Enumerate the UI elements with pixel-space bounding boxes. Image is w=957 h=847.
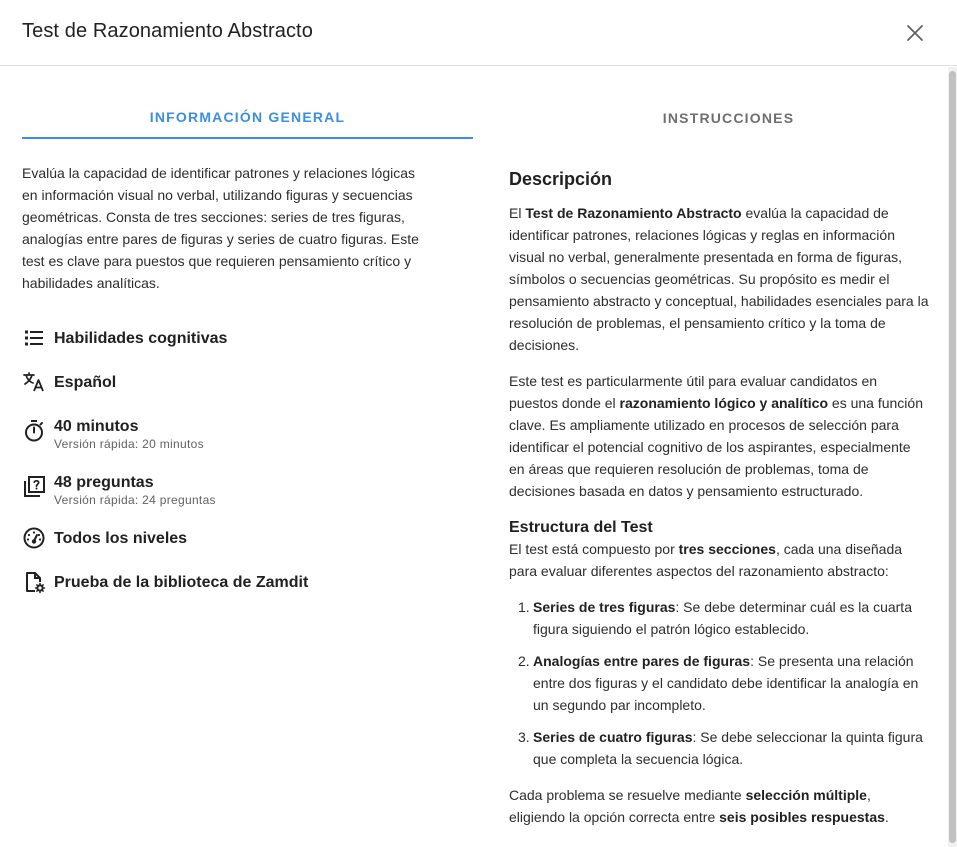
close-button[interactable] [898, 16, 932, 50]
timer-icon [22, 419, 46, 443]
bold-segment: seis posibles respuestas [719, 809, 885, 825]
bold-segment: Series de tres figuras [533, 599, 676, 615]
sections-list [509, 596, 929, 770]
meta-sub: Versión rápida: 20 minutos [54, 437, 204, 451]
tab-instrucciones[interactable]: INSTRUCCIONES [662, 109, 795, 126]
description-paragraph-1 [509, 202, 929, 356]
summary-text: Evalúa la capacidad de identificar patrones y relaciones lógicas en información visual no verbal, utilizando figuras y secuencias geométricas. Consta de tres secciones: series de tres figuras, analogías entre pares de figuras y series de cuatro figuras. Este test es clave para puestos que requieren pensamiento crítico y habilidades analíticas. [22, 165, 419, 291]
quiz-icon [22, 475, 46, 499]
meta-label: Todos los niveles [54, 530, 188, 547]
description-paragraph-2 [509, 370, 929, 502]
description-section [509, 167, 929, 828]
meta-label: Español [54, 374, 117, 391]
close-icon [906, 24, 924, 42]
summary-section [22, 162, 432, 294]
text-segment: . [884, 809, 889, 825]
gauge-icon [22, 526, 46, 550]
meta-item-skills [22, 326, 442, 366]
meta-sub: Versión rápida: 24 preguntas [54, 493, 216, 507]
description-title: Descripción [509, 169, 613, 189]
list-item [509, 596, 929, 640]
text-segment: evalúa la capacidad de identificar patrones, relaciones lógicas y reglas en información visual no verbal, generalmente presentada en forma de figuras, símbolos o secuencias geométricas. Su propósito es medir el pensamiento abstracto y conceptual, habilidades esenciales para la resolución de problemas, el pensamiento crítico y la toma de decisiones. [509, 205, 929, 353]
meta-item-questions [22, 470, 442, 510]
meta-label: Prueba de la biblioteca de Zamdit [54, 574, 309, 591]
bold-segment: razonamiento lógico y analítico [619, 395, 829, 411]
list-number: 2. [518, 653, 530, 669]
meta-label: Habilidades cognitivas [54, 330, 228, 347]
meta-label: 40 minutos [54, 418, 139, 435]
list-number: 3. [518, 729, 530, 745]
text-segment: Este test es particularmente útil para evaluar candidatos en puestos donde el [509, 373, 878, 411]
list-number: 1. [518, 599, 530, 615]
dialog-title: Test de Razonamiento Abstracto [22, 20, 313, 42]
meta-item-source [22, 570, 442, 610]
text-segment: : Se presenta una relación entre dos figuras y el candidato debe identificar la analogía en un segundo par incompleto. [533, 653, 919, 713]
text-segment: es una función clave. Es ampliamente utilizado en procesos de selección para identificar el potencial cognitivo de los aspirantes, especialmente en áreas que requieren resolución de problemas, toma de decisiones basada en datos y pensamiento estructurado. [509, 395, 923, 499]
meta-item-duration [22, 414, 442, 454]
closing-paragraph [509, 784, 929, 828]
dialog-header [0, 0, 957, 66]
tab-bar [22, 96, 925, 139]
structure-title: Estructura del Test [509, 519, 653, 536]
list-item [509, 650, 929, 716]
meta-label: 48 preguntas [54, 474, 154, 491]
text-segment: : Se debe determinar cuál es la cuarta figura siguiendo el patrón lógico establecido. [533, 599, 912, 637]
text-segment: Cada problema se resuelve mediante [509, 787, 746, 803]
list-item [509, 726, 929, 770]
bold-segment: selección múltiple [745, 787, 867, 803]
scrollbar[interactable] [948, 67, 957, 847]
bold-segment: Analogías entre pares de figuras [533, 653, 751, 669]
bold-segment: Series de cuatro figuras [533, 729, 693, 745]
text-segment: : Se debe seleccionar la quinta figura que completa la secuencia lógica. [533, 729, 923, 767]
bold-segment: Test de Razonamiento Abstracto [525, 205, 742, 221]
meta-item-levels [22, 526, 442, 566]
bold-segment: tres secciones [678, 541, 776, 557]
text-segment: , eligiendo la opción correcta entre [509, 787, 871, 825]
text-segment: El test está compuesto por [509, 541, 679, 557]
text-segment: El [509, 205, 526, 221]
file-settings-icon [22, 570, 46, 594]
scrollbar-thumb[interactable] [949, 71, 956, 843]
meta-item-language [22, 370, 442, 410]
list-icon [22, 326, 46, 350]
text-segment: , cada una diseñada para evaluar diferentes aspectos del razonamiento abstracto: [509, 541, 903, 579]
tab-informacion-general[interactable]: INFORMACIÓN GENERAL [22, 96, 473, 139]
translate-icon [22, 370, 46, 394]
structure-intro [509, 538, 929, 582]
